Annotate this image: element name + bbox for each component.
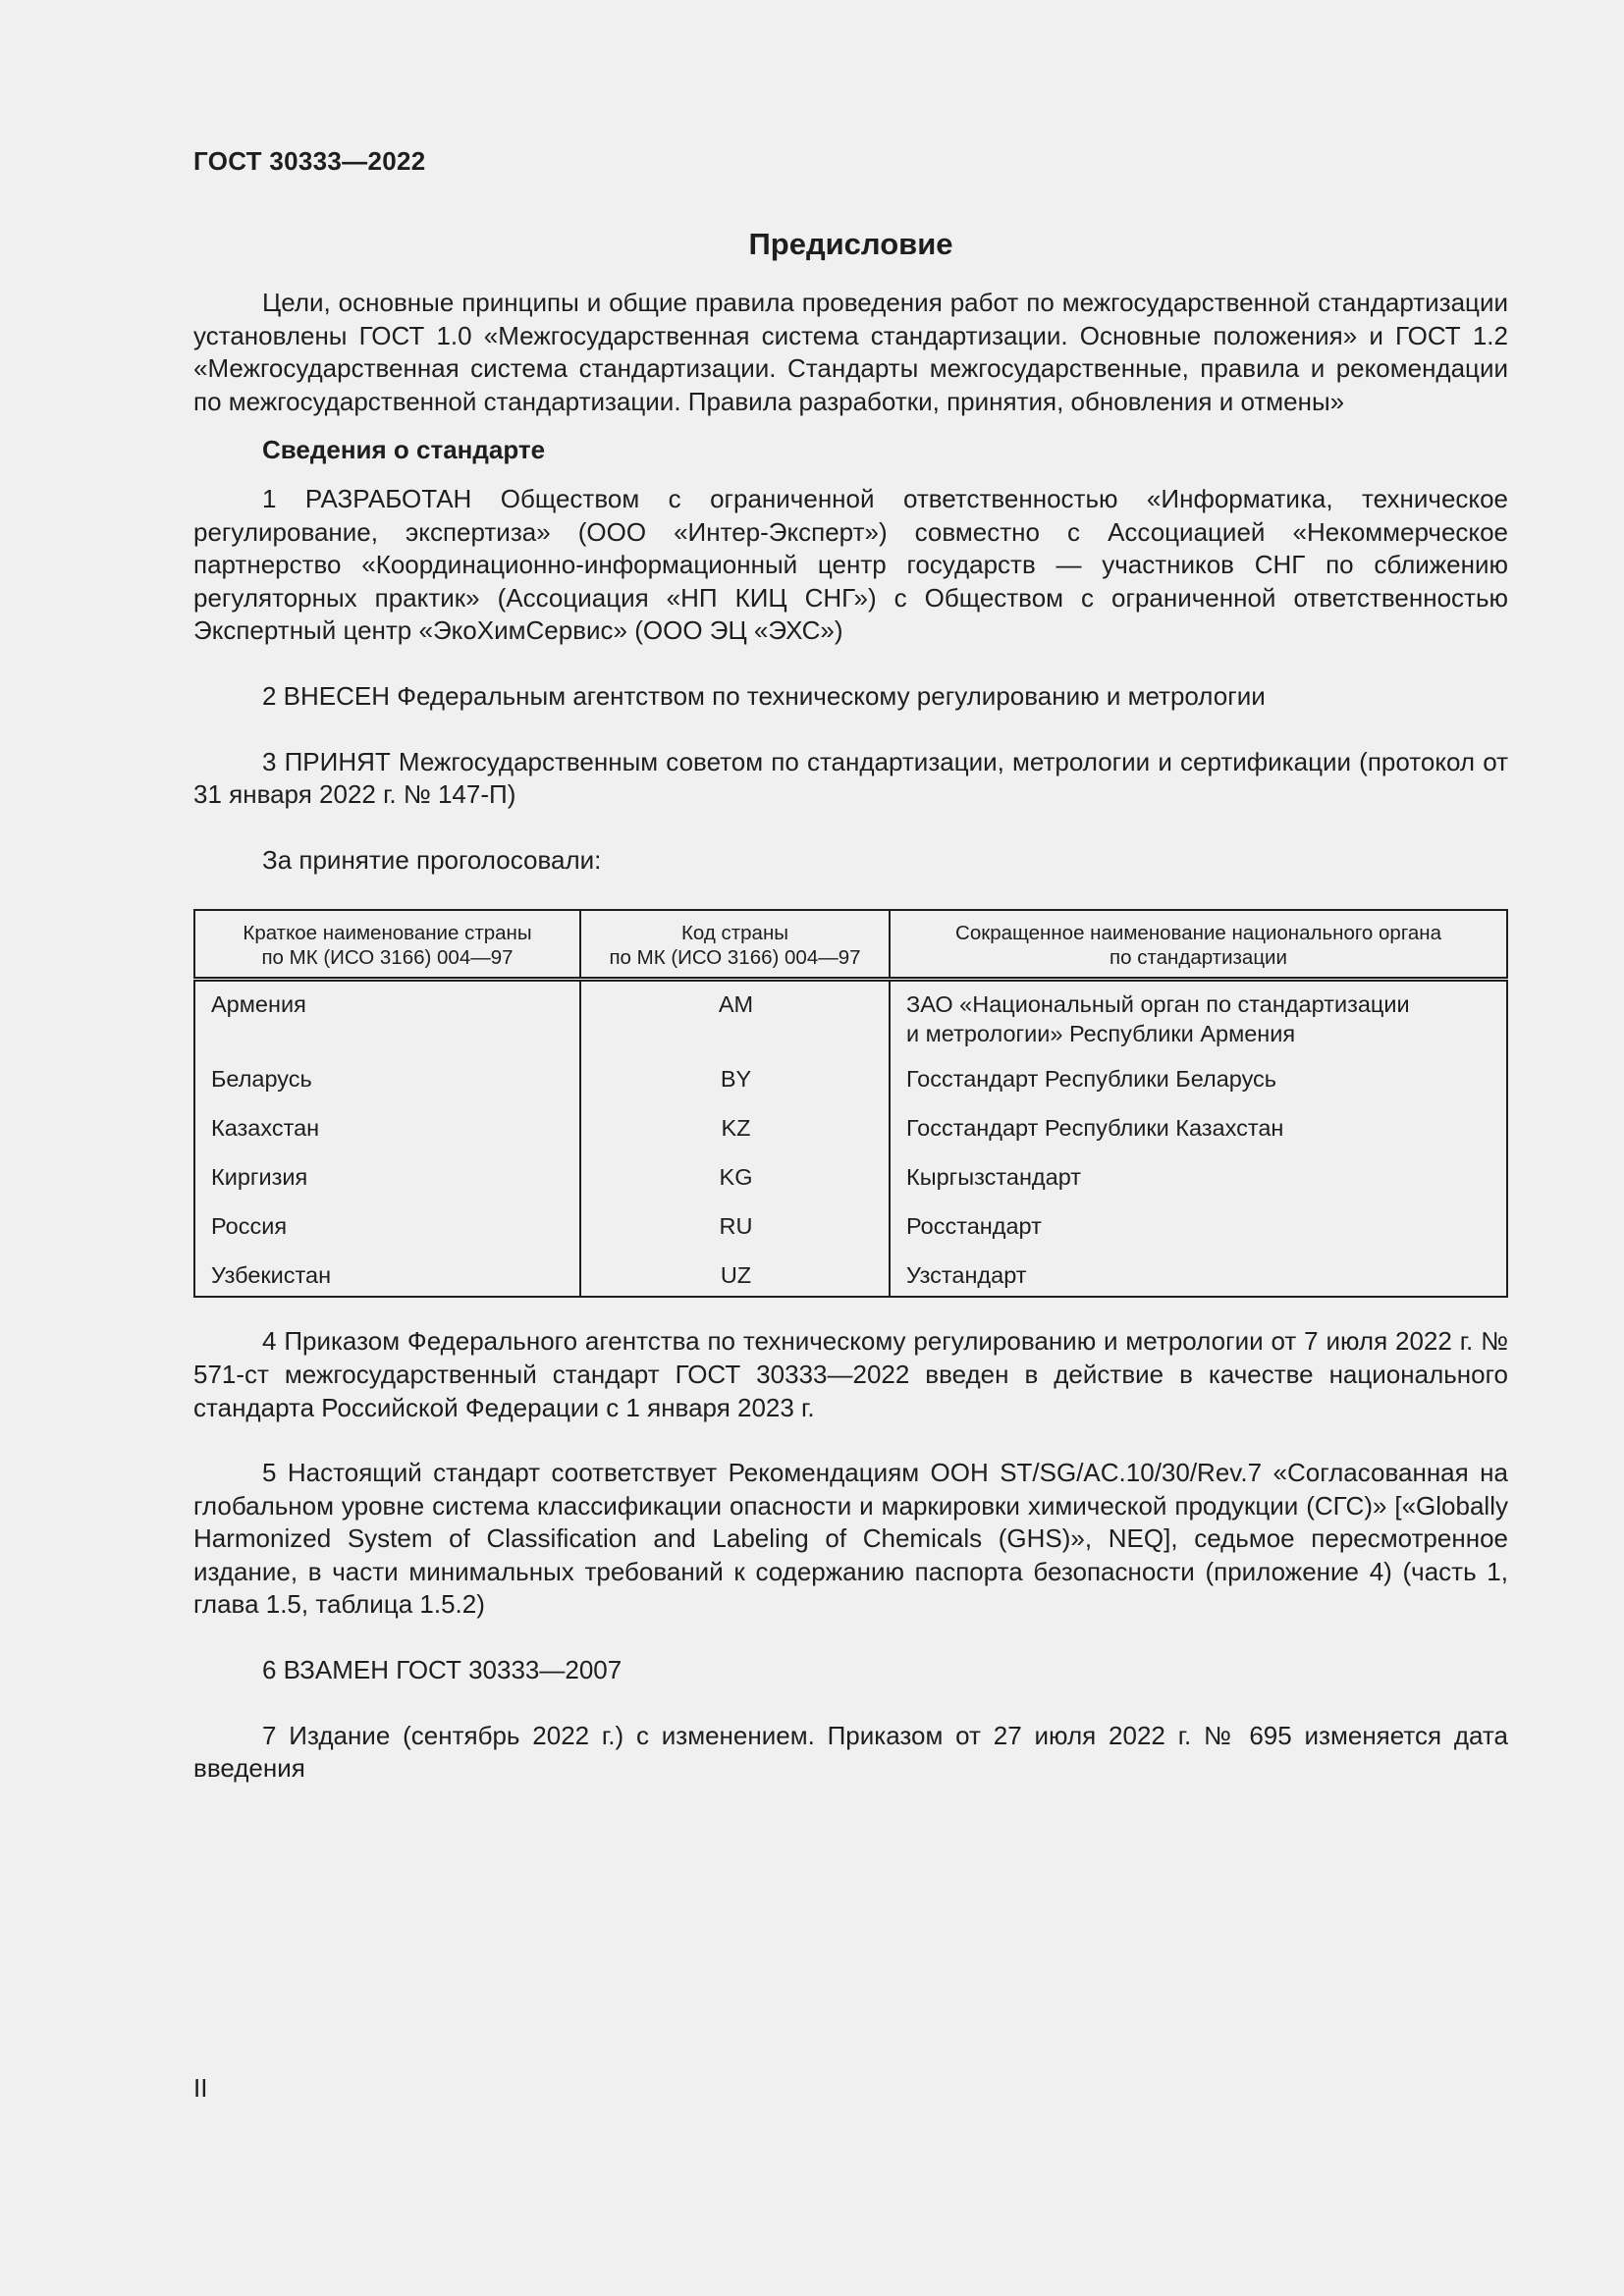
item-6-replaces: 6 ВЗАМЕН ГОСТ 30333—2007 — [262, 1655, 623, 1685]
column-header-code: Код страны по МК (ИСО 3166) 004—97 — [580, 910, 890, 980]
column-header-body: Сокращенное наименование национального органа по стандартизации — [890, 910, 1507, 980]
code-cell: RU — [580, 1201, 890, 1251]
code-cell: KZ — [580, 1103, 890, 1152]
body-cell: ЗАО «Национальный орган по стандартизации и метрологии» Республики Армения — [890, 980, 1507, 1055]
country-cell: Казахстан — [211, 1115, 320, 1142]
table-header-row — [194, 910, 1507, 980]
body-cell: Госстандарт Республики Казахстан — [890, 1103, 1507, 1152]
standard-info-heading: Сведения о стандарте — [262, 435, 546, 465]
code-cell: KG — [580, 1152, 890, 1201]
code-cell: BY — [580, 1054, 890, 1103]
item-7-edition: 7 Издание (сентябрь 2022 г.) с изменением. Приказом от 27 июля 2022 г. № 695 изменяется дата введения — [193, 1720, 1508, 1784]
country-cell: Россия — [211, 1213, 288, 1240]
country-cell: Беларусь — [211, 1066, 312, 1093]
country-cell: Узбекистан — [211, 1262, 332, 1289]
page-title: Предисловие — [748, 227, 953, 261]
item-4-enacted: 4 Приказом Федерального агентства по техническому регулированию и метрологии от 7 июля 2022 г. № 571-ст межгосударственный стандарт ГОСТ 30333—2022 введен в действие в качестве национального стандарта Российской Федерации с 1 января 2023 г. — [193, 1326, 1508, 1422]
item-3-adopted: 3 ПРИНЯТ Межгосударственным советом по стандартизации, метрологии и сертификации (протокол от 31 января 2022 г. № 147-П) — [193, 746, 1508, 810]
item-2-submitted: 2 ВНЕСЕН Федеральным агентством по техническому регулированию и метрологии — [262, 680, 1266, 711]
code-cell: UZ — [580, 1251, 890, 1297]
voted-for-label: За принятие проголосовали: — [262, 844, 602, 875]
country-cell: Киргизия — [211, 1164, 308, 1191]
table-row — [194, 980, 1507, 1055]
table-row — [194, 1054, 1507, 1103]
item-5-conformity: 5 Настоящий стандарт соответствует Рекомендациям ООН ST/SG/AC.10/30/Rev.7 «Согласованная на глобальном уровне система классификации опасности и маркировки химической продукции (СГС)» [«Globally Harmonized System of Classification and Labeling of Chemicals (GHS)», NEQ], седьмое пересмотренное издание, в части минимальных требований к содержанию паспорта безопасности (приложение 4) (часть 1, глава 1.5, таблица 1.5.2) — [193, 1458, 1508, 1620]
table-row — [194, 1201, 1507, 1251]
body-cell: Узстандарт — [890, 1251, 1507, 1297]
table-row — [194, 1251, 1507, 1297]
column-header-country: Краткое наименование страны по МК (ИСО 3166) 004—97 — [194, 910, 580, 980]
table-row — [194, 1152, 1507, 1201]
preface-content — [193, 220, 1508, 1786]
body-cell: Росстандарт — [890, 1201, 1507, 1251]
body-cell: Госстандарт Республики Беларусь — [890, 1054, 1507, 1103]
table-row — [194, 1103, 1507, 1152]
item-1-developed: 1 РАЗРАБОТАН Обществом с ограниченной ответственностью «Информатика, техническое регулирование, экспертиза» (ООО «Интер-Эксперт») совместно с Ассоциацией «Некоммерческое партнерство «Координационно-информационный центр государств — участников СНГ по сближению регуляторных практик» (Ассоциация «НП КИЦ СНГ») с Обществом с ограниченной ответственностью Экспертный центр «ЭкоХимСервис» (ООО ЭЦ «ЭХС») — [193, 483, 1508, 646]
intro-paragraph: Цели, основные принципы и общие правила проведения работ по межгосударственной стандартизации установлены ГОСТ 1.0 «Межгосударственная система стандартизации. Основные положения» и ГОСТ 1.2 «Межгосударственная система стандартизации. Стандарты межгосударственные, правила и рекомендации по межгосударственной стандартизации. Правила разработки, принятия, обновления и отмены» — [193, 288, 1508, 416]
document-code: ГОСТ 30333—2022 — [193, 146, 426, 176]
code-cell: AM — [580, 980, 890, 1055]
page-number: II — [193, 2073, 208, 2103]
country-cell: Армения — [211, 991, 306, 1018]
voting-countries-table — [193, 909, 1508, 1298]
body-cell: Кыргызстандарт — [890, 1152, 1507, 1201]
